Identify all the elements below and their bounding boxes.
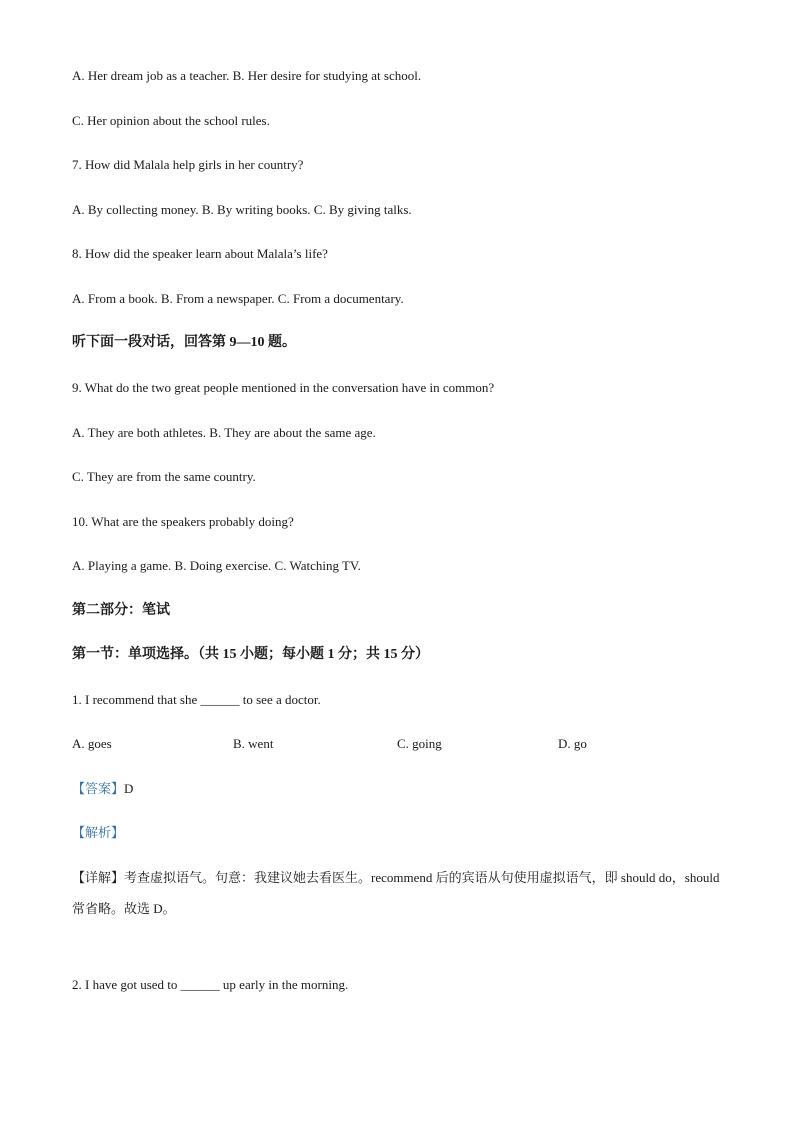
q9-option-c: C. They are from the same country. xyxy=(72,469,256,484)
answer-row xyxy=(72,780,133,798)
mc1-option-c: C. going xyxy=(397,736,442,751)
question-9: 9. What do the two great people mentioned in the conversation have in common? xyxy=(72,380,495,395)
mc1-option-b: B. went xyxy=(233,736,274,751)
answer-label: 【答案】 xyxy=(72,781,125,796)
mc-question-2: 2. I have got used to ______ up early in the morning. xyxy=(72,977,349,992)
answer-value: D xyxy=(124,781,134,796)
detail-paragraph xyxy=(72,862,722,924)
mc1-option-a: A. goes xyxy=(72,736,112,751)
dialog-section-heading: 听下面一段对话，回答第 9—10 题。 xyxy=(72,335,296,350)
q10-options: A. Playing a game. B. Doing exercise. C. Watching TV. xyxy=(72,558,361,573)
section-one-heading: 第一节：单项选择。（共 15 小题；每小题 1 分；共 15 分） xyxy=(72,647,429,662)
q8-options: A. From a book. B. From a newspaper. C. From a documentary. xyxy=(72,291,404,306)
q6-options-ab: A. Her dream job as a teacher. B. Her desire for studying at school. xyxy=(72,68,422,83)
mc-question-1: 1. I recommend that she ______ to see a doctor. xyxy=(72,692,321,707)
question-7: 7. How did Malala help girls in her country? xyxy=(72,157,304,172)
part-two-heading: 第二部分：笔试 xyxy=(72,603,170,618)
mc1-option-d: D. go xyxy=(558,736,587,751)
question-10: 10. What are the speakers probably doing? xyxy=(72,514,294,529)
q9-options-ab: A. They are both athletes. B. They are about the same age. xyxy=(72,425,376,440)
q7-options: A. By collecting money. B. By writing books. C. By giving talks. xyxy=(72,202,412,217)
analysis-label: 【解析】 xyxy=(72,825,125,840)
detail-text: 考查虚拟语气。句意：我建议她去看医生。recommend 后的宾语从句使用虚拟语气，即 should do，should 常省略。故选 D。 xyxy=(72,870,720,916)
q6-option-c: C. Her opinion about the school rules. xyxy=(72,113,270,128)
detail-label: 【详解】 xyxy=(72,870,125,885)
question-8: 8. How did the speaker learn about Malala’s life? xyxy=(72,246,328,261)
